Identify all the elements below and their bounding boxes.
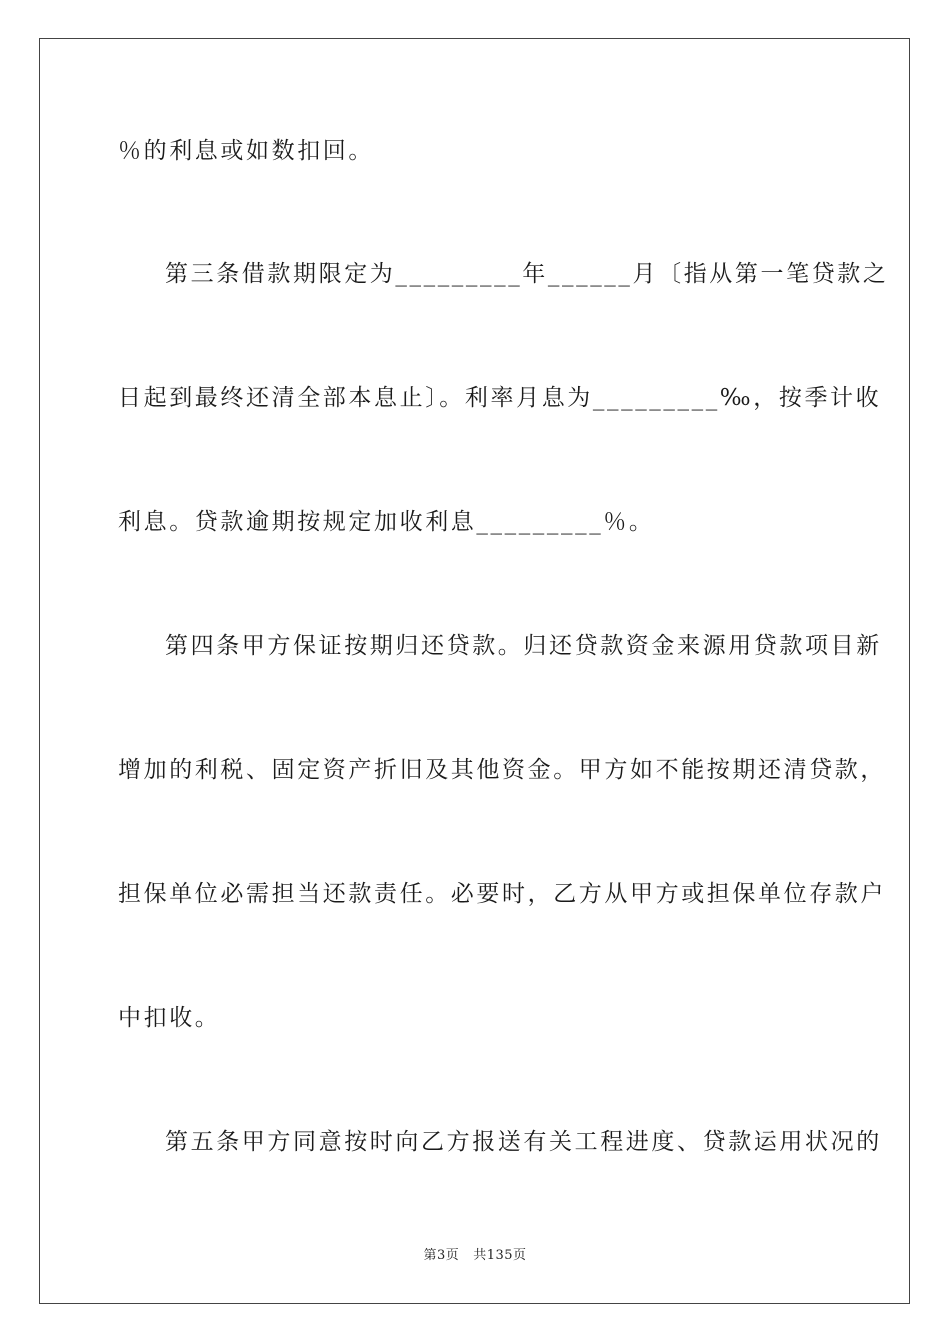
article-4-line-1: 第四条甲方保证按期归还贷款。归还贷款资金来源用贷款项目新 (165, 633, 882, 659)
text-line-1: ％的利息或如数扣回。 (118, 138, 374, 164)
article-4-line-2: 增加的利税、固定资产折旧及其他资金。甲方如不能按期还清贷款， (118, 757, 886, 783)
article-3-line-3: 利息。贷款逾期按规定加收利息_________％。 (118, 509, 655, 535)
article-3-line-2: 日起到最终还清全部本息止〕。利率月息为_________‰，按季计收 (118, 385, 882, 411)
page-border (39, 38, 910, 1304)
article-5-line-1: 第五条甲方同意按时向乙方报送有关工程进度、贷款运用状况的 (165, 1129, 882, 1155)
page-number: 第3页 (423, 1248, 460, 1263)
page-footer (0, 1247, 950, 1265)
article-4-line-4: 中扣收。 (118, 1005, 221, 1031)
article-3-line-1: 第三条借款期限定为_________年______月〔指从第一笔贷款之 (165, 261, 889, 287)
article-4-line-3: 担保单位必需担当还款责任。必要时，乙方从甲方或担保单位存款户 (118, 881, 886, 907)
total-pages: 共135页 (473, 1248, 527, 1263)
